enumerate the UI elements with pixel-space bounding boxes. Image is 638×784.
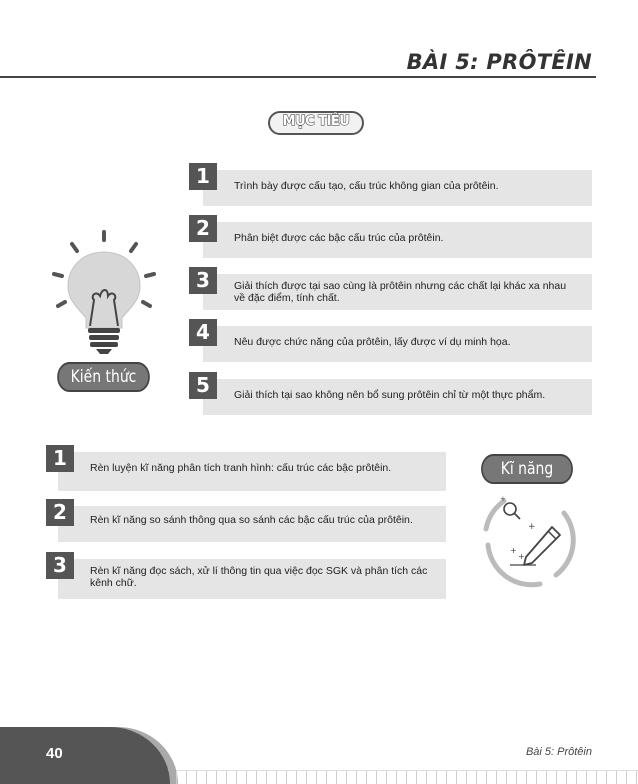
knowledge-item — [189, 319, 592, 362]
svg-text:+: + — [528, 522, 536, 532]
knowledge-item — [189, 163, 592, 206]
knowledge-label: Kiến thức — [57, 362, 150, 392]
item-text: Phân biệt được các bậc cấu trúc của prôtêin. — [234, 232, 444, 244]
page-title: BÀI 5: PRÔTÊIN — [406, 50, 592, 74]
skill-item — [46, 499, 446, 542]
item-number: 4 — [189, 319, 217, 346]
item-number: 3 — [46, 552, 74, 579]
objectives-heading: MỤC TIÊU — [268, 111, 364, 135]
header-divider — [0, 76, 596, 78]
item-text: Trình bày được cấu tạo, cấu trúc không gian của prôtêin. — [234, 180, 499, 192]
svg-text:+: + — [500, 495, 506, 503]
item-number: 3 — [189, 267, 217, 294]
item-text: Giải thích tại sao không nên bổ sung prôtêin chỉ từ một thực phẩm. — [234, 389, 546, 401]
knowledge-item — [189, 215, 592, 258]
magnifier-pencil-icon — [480, 487, 584, 591]
footer-chapter-label: Bài 5: Prôtêin — [525, 746, 592, 758]
skill-label: Kĩ năng — [481, 454, 573, 484]
footer-ruler — [176, 770, 638, 784]
item-number: 2 — [46, 499, 74, 526]
item-text: Rèn kĩ năng so sánh thông qua so sánh các bậc cấu trúc của prôtêin. — [90, 514, 413, 526]
svg-text:+: + — [510, 546, 517, 555]
knowledge-item — [189, 372, 592, 415]
svg-text:+: + — [518, 552, 525, 561]
item-number: 2 — [189, 215, 217, 242]
item-number: 1 — [46, 445, 74, 472]
item-text: Rèn kĩ năng đọc sách, xử lí thông tin qua việc đọc SGK và phân tích các kênh chữ. — [90, 565, 428, 589]
item-text: Rèn luyện kĩ năng phân tích tranh hình: cấu trúc các bậc prôtêin. — [90, 462, 392, 474]
skill-item — [46, 552, 446, 599]
item-number: 1 — [189, 163, 217, 190]
item-text: Nêu được chức năng của prôtêin, lấy được ví dụ minh họa. — [234, 336, 511, 348]
skill-item — [46, 445, 446, 491]
lightbulb-icon — [46, 226, 162, 356]
knowledge-item — [189, 267, 592, 310]
item-number: 5 — [189, 372, 217, 399]
item-text: Giải thích được tại sao cùng là prôtêin nhưng các chất lại khác xa nhau về đặc điểm, tính chất. — [234, 280, 567, 304]
page-number: 40 — [46, 745, 63, 762]
